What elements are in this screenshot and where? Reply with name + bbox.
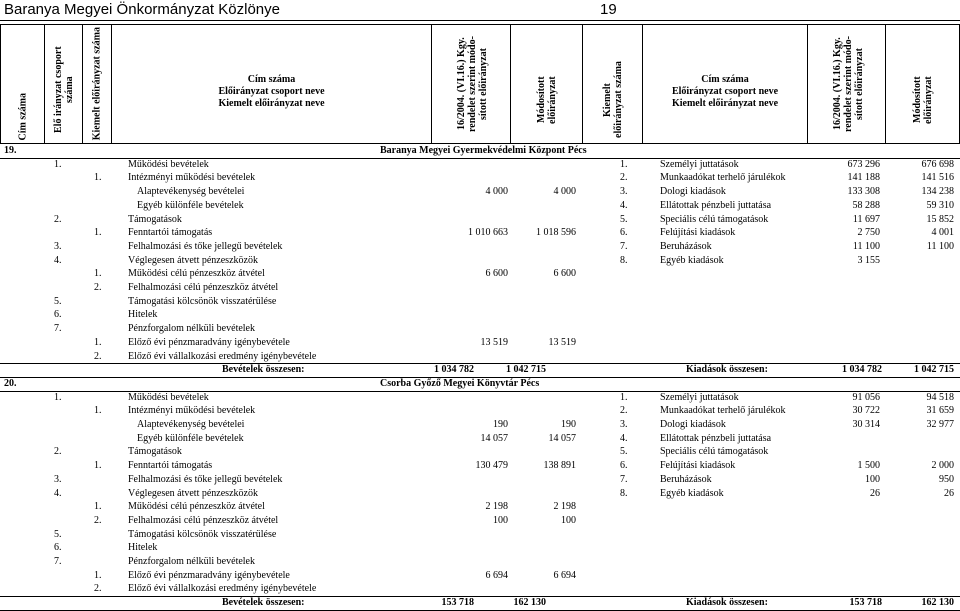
table-row [0,514,960,528]
item-name: Felhalmozási célú pénzeszköz átvétel [128,282,279,293]
right-value-modositott: 2 000 [931,460,954,472]
table-row [0,350,960,364]
right-value-rendelet: 30 314 [852,419,880,430]
table-row [0,199,960,213]
right-value-modositott: 11 100 [926,240,954,252]
right-total-modositott: 1 042 715 [914,364,954,376]
value-modositott: 4 000 [553,186,576,198]
item-name: Alaptevékenység bevételei [137,419,245,430]
item-name: Fenntartói támogatás [128,460,213,472]
right-value-rendelet: 2 750 [857,227,880,239]
item-name: Működési célú pénzeszköz átvétel [128,268,265,280]
table-row [0,322,960,336]
right-item-name: Dologi kiadások [660,186,726,198]
right-number: 6. [620,227,628,239]
total-modositott: 1 042 715 [506,364,546,376]
value-modositott: 190 [561,419,576,430]
right-number: 5. [620,213,628,225]
right-value-rendelet: 673 296 [847,158,880,170]
page-header [0,0,960,24]
table-row [0,528,960,542]
right-number: 5. [620,446,628,458]
right-value-rendelet: 141 188 [847,172,880,184]
table-row [0,541,960,555]
value-rendelet: 6 694 [485,569,508,581]
cim-number: 5. [54,528,62,540]
right-value-rendelet: 30 722 [852,405,880,417]
group-number: 1. [94,569,102,581]
right-value-modositott: 134 238 [921,186,954,198]
right-value-modositott: 15 852 [926,213,954,225]
right-item-name: Munkaadókat terhelő járulékok [660,172,786,184]
right-number: 4. [620,199,628,211]
value-rendelet: 14 057 [480,432,508,444]
item-name: Felhalmozási és tőke jellegű bevételek [128,240,283,252]
cim-number: 3. [54,473,62,485]
section-header-row [0,377,960,391]
right-value-modositott: 4 001 [931,227,954,239]
table-row [0,404,960,418]
right-item-name: Beruházások [660,240,712,252]
value-modositott: 13 519 [548,336,576,348]
item-name: Hitelek [128,309,158,321]
section-header-row [0,144,960,158]
item-name: Előző évi vállalkozási eredmény igénybevétele [128,350,317,362]
cim-number: 2. [54,213,62,225]
cim-number: 4. [54,254,62,266]
right-total-rendelet: 1 034 782 [842,364,882,376]
col-rendelet: 16/2004. (VI.16.) Kgy. rendelet szerint módo-sított előirányzat [432,24,511,144]
value-rendelet: 2 198 [485,501,508,513]
item-name: Működési bevételek [128,391,209,403]
cim-number: 6. [54,309,62,321]
cim-number: 1. [54,391,62,403]
right-item-name: Speciális célú támogatások [660,446,769,458]
value-rendelet: 4 000 [485,186,508,198]
right-value-rendelet: 1 500 [857,460,880,472]
table-row [0,158,960,172]
right-number: 8. [620,487,628,499]
total-row [0,363,960,377]
right-item-name: Felújítási kiadások [660,227,736,239]
table-row [0,500,960,514]
right-total-label: Kiadások összesen: [686,364,768,376]
group-number: 1. [94,460,102,472]
item-name: Támogatási kölcsönök visszatérülése [128,295,277,307]
col-kiemelt-szama: Kiemelt előirányzat száma [83,24,112,144]
col-right-kiemelt: Kiemelt előirányzat száma [583,24,643,144]
table-row [0,308,960,322]
page-title: Baranya Megyei Önkormányzat Közlönye [4,1,280,18]
right-number: 3. [620,419,628,430]
group-number: 2. [94,282,102,293]
cim-number: 7. [54,323,62,335]
value-modositott: 1 018 596 [536,227,576,239]
right-value-modositott: 32 977 [926,419,954,430]
right-item-name: Dologi kiadások [660,419,726,430]
table-row [0,418,960,432]
group-number: 1. [94,501,102,513]
right-item-name: Személyi juttatások [660,391,739,403]
group-number: 1. [94,227,102,239]
value-modositott: 14 057 [548,432,576,444]
right-total-rendelet: 153 718 [849,597,882,609]
section-name: Csorba Győző Megyei Könyvtár Pécs [380,377,540,389]
right-item-name: Ellátottak pénzbeli juttatása [660,432,772,444]
group-number: 2. [94,350,102,362]
table-row [0,473,960,487]
item-name: Működési célú pénzeszköz átvétel [128,501,265,513]
table-row [0,295,960,309]
group-number: 2. [94,514,102,526]
item-name: Támogatások [128,213,182,225]
right-number: 1. [620,158,628,170]
item-name: Véglegesen átvett pénzeszközök [128,487,258,499]
table-row [0,226,960,240]
value-rendelet: 13 519 [480,336,508,348]
right-value-modositott: 31 659 [926,405,954,417]
col-right-rendelet: 16/2004. (VI.16.) Kgy. rendelet szerint módo-sított előirányzat [808,24,886,144]
right-item-name: Egyéb kiadások [660,487,724,499]
total-rendelet: 1 034 782 [434,364,474,376]
right-value-rendelet: 100 [865,473,880,485]
table-row [0,213,960,227]
item-name: Egyéb különféle bevételek [137,199,244,211]
table-row [0,281,960,295]
value-rendelet: 130 479 [475,460,508,472]
right-value-modositott: 676 698 [921,158,954,170]
item-name: Előző évi pénzmaradvány igénybevétele [128,336,290,348]
cim-number: 6. [54,542,62,554]
total-rendelet: 153 718 [441,597,474,609]
item-name: Pénzforgalom nélküli bevételek [128,323,255,335]
table-row [0,240,960,254]
right-item-name: Munkaadókat terhelő járulékok [660,405,786,417]
right-value-modositott: 59 310 [926,199,954,211]
right-number: 4. [620,432,628,444]
group-number: 1. [94,172,102,184]
table-row [0,445,960,459]
item-name: Támogatási kölcsönök visszatérülése [128,528,277,540]
item-name: Intézményi működési bevételek [128,405,256,417]
col-right-modositott: Módosított előirányzat [886,24,960,144]
right-number: 7. [620,240,628,252]
value-rendelet: 100 [493,514,508,526]
right-total-modositott: 162 130 [921,597,954,609]
col-modositott: Módosított előirányzat [511,24,583,144]
table-row [0,555,960,569]
item-name: Előző évi pénzmaradvány igénybevétele [128,569,290,581]
item-name: Pénzforgalom nélküli bevételek [128,556,255,567]
total-label: Bevételek összesen: [222,364,305,376]
item-name: Egyéb különféle bevételek [137,432,244,444]
value-modositott: 6 600 [553,268,576,280]
header-rule [0,20,960,21]
total-row [0,596,960,610]
right-value-modositott: 94 518 [926,391,954,403]
group-number: 1. [94,268,102,280]
right-value-rendelet: 3 155 [857,254,880,266]
right-item-name: Felújítási kiadások [660,460,736,472]
table-row [0,391,960,405]
right-value-rendelet: 11 697 [852,213,880,225]
table-row [0,582,960,596]
group-number: 1. [94,336,102,348]
group-number: 1. [94,405,102,417]
right-number: 8. [620,254,628,266]
section-number: 20. [4,377,17,389]
item-name: Intézményi működési bevételek [128,172,256,184]
page-number: 19 [600,1,617,18]
value-modositott: 2 198 [553,501,576,513]
cim-number: 5. [54,295,62,307]
item-name: Fenntartói támogatás [128,227,213,239]
right-item-name: Személyi juttatások [660,158,739,170]
right-value-rendelet: 91 056 [852,391,880,403]
value-rendelet: 190 [493,419,508,430]
table-row [0,569,960,583]
right-value-modositott: 141 516 [921,172,954,184]
item-name: Alaptevékenység bevételei [137,186,245,198]
right-value-modositott: 26 [944,487,954,499]
col-cim-szama: Cím száma [0,24,45,144]
value-modositott: 138 891 [543,460,576,472]
col-left-name: Cím száma Előirányzat csoport neve Kiemelt előirányzat neve [112,24,432,144]
item-name: Felhalmozási és tőke jellegű bevételek [128,473,283,485]
right-value-rendelet: 58 288 [852,199,880,211]
cim-number: 1. [54,158,62,170]
item-name: Támogatások [128,446,182,458]
table-row [0,487,960,501]
cim-number: 4. [54,487,62,499]
right-number: 7. [620,473,628,485]
right-item-name: Egyéb kiadások [660,254,724,266]
right-number: 1. [620,391,628,403]
group-number: 2. [94,583,102,595]
table-row [0,336,960,350]
table-row [0,459,960,473]
total-label: Bevételek összesen: [222,597,305,609]
item-name: Véglegesen átvett pénzeszközök [128,254,258,266]
right-value-modositott: 950 [939,473,954,485]
right-total-label: Kiadások összesen: [686,597,768,609]
table-row [0,432,960,446]
col-eloiranyzat-csoport: Elő irányzat csoport száma [45,24,83,144]
right-item-name: Ellátottak pénzbeli juttatása [660,199,772,211]
item-name: Előző évi vállalkozási eredmény igénybevétele [128,583,317,595]
col-right-name: Cím száma Előirányzat csoport neve Kiemelt előirányzat neve [643,24,808,144]
item-name: Hitelek [128,542,158,554]
total-modositott: 162 130 [513,597,546,609]
right-number: 3. [620,186,628,198]
value-modositott: 100 [561,514,576,526]
right-value-rendelet: 11 100 [852,240,880,252]
right-value-rendelet: 133 308 [847,186,880,198]
table-row [0,171,960,185]
right-item-name: Speciális célú támogatások [660,213,769,225]
right-item-name: Beruházások [660,473,712,485]
section-name: Baranya Megyei Gyermekvédelmi Központ Pécs [380,145,587,156]
right-number: 2. [620,405,628,417]
right-number: 6. [620,460,628,472]
item-name: Működési bevételek [128,158,209,170]
value-modositott: 6 694 [553,569,576,581]
right-value-rendelet: 26 [870,487,880,499]
value-rendelet: 1 010 663 [468,227,508,239]
right-number: 2. [620,172,628,184]
table-row [0,185,960,199]
item-name: Felhalmozási célú pénzeszköz átvétel [128,514,279,526]
cim-number: 2. [54,446,62,458]
value-rendelet: 6 600 [485,268,508,280]
cim-number: 3. [54,240,62,252]
table-row [0,267,960,281]
cim-number: 7. [54,556,62,567]
table-row [0,254,960,268]
section-number: 19. [4,145,17,156]
